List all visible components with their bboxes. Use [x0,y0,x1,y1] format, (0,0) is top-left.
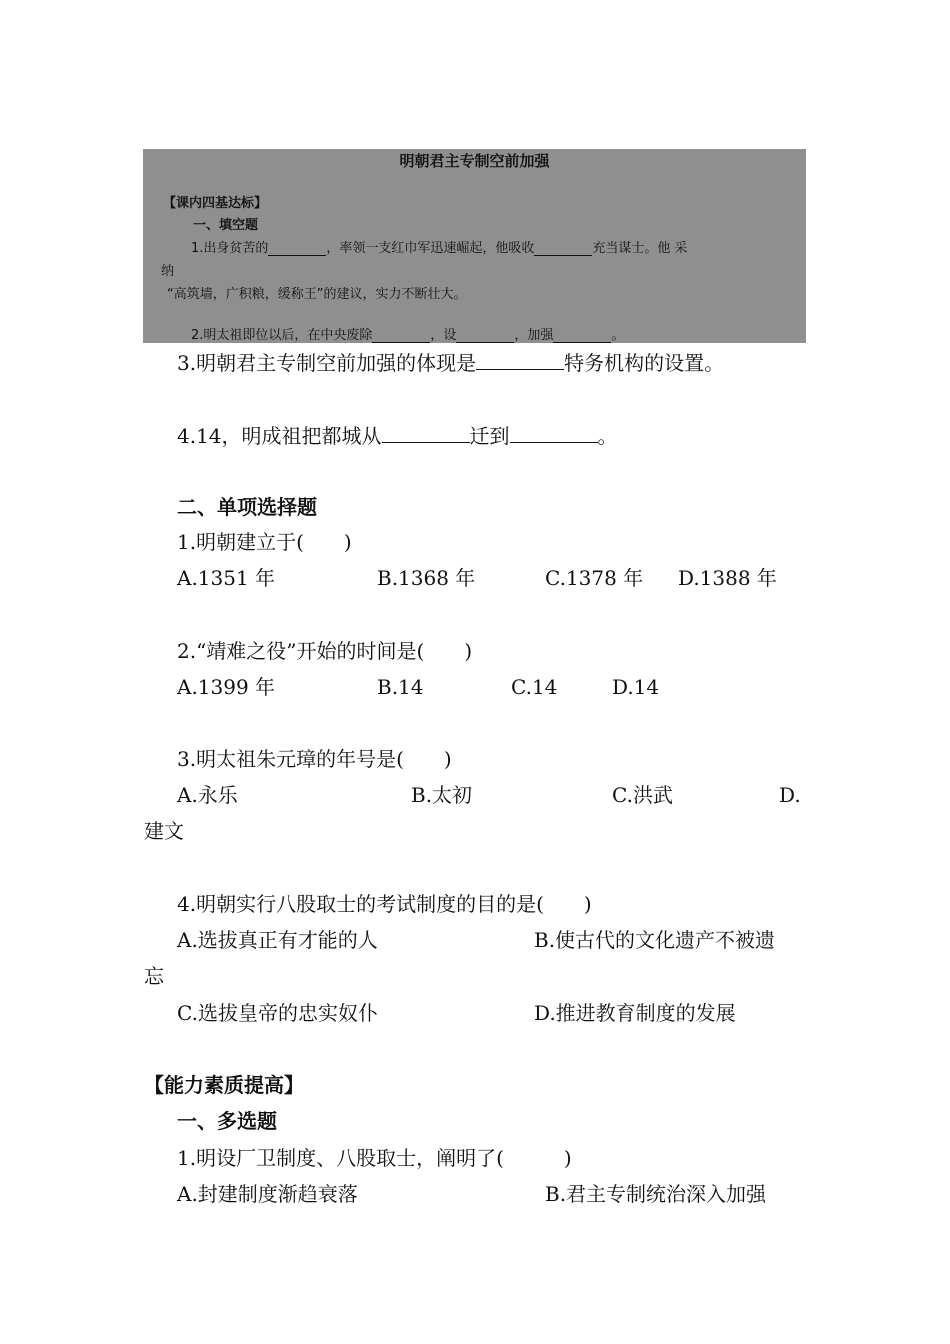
q4-option-b-wrap: 忘 [144,964,164,988]
excerpt-line-1-wrap: 纳 [161,264,175,279]
q1-option-d: D.1388 年 [678,566,777,590]
single-question-3: 3.明太祖朱元璋的年号是( ) [177,747,452,771]
multi-question-1: 1.明设厂卫制度、八股取士，阐明了( ) [177,1146,572,1170]
blank [382,422,470,443]
scanned-excerpt-image [143,149,806,343]
q4-option-b: B.使古代的文化遗产不被遗 [534,928,776,952]
excerpt-title: 明朝君主专制空前加强 [399,152,550,170]
excerpt-section-head: 【课内四基达标】 [163,196,268,211]
multi-q1-option-b: B.君主专制统治深入加强 [545,1182,767,1206]
q4-option-c: C.选拔皇帝的忠实奴仆 [177,1001,378,1025]
q2-option-c: C.14 [511,675,558,699]
multiple-choice-heading: 一、多选题 [177,1109,277,1133]
single-question-4: 4.明朝实行八股取士的考试制度的目的是( ) [177,892,592,916]
fill-question-3: 3.明朝君主专制空前加强的体现是 特务机构的设置。 [177,351,725,375]
blank [553,329,611,343]
q3-option-a: A.永乐 [177,783,238,807]
q3-option-b: B.太初 [411,783,473,807]
excerpt-line-2: “高筑墙，广积粮，缓称王”的建议，实力不断壮大。 [167,287,467,302]
blank [456,329,514,343]
q1-option-b: B.1368 年 [377,566,476,590]
q3-option-d-wrap: 建文 [144,819,184,843]
single-question-1: 1.明朝建立于( ) [177,530,352,554]
q1-option-a: A.1351 年 [177,566,276,590]
excerpt-line-1: 1.出身贫苦的 ，率领一支红巾军迅速崛起，他吸收 充当谋士。他 采 [191,241,688,256]
q3-option-d: D. [779,783,801,807]
single-question-2: 2.“靖难之役”开始的时间是( ) [177,639,473,663]
single-choice-heading: 二、单项选择题 [177,495,317,519]
ability-heading: 【能力素质提高】 [144,1073,304,1097]
q1-option-c: C.1378 年 [545,566,644,590]
q2-option-a: A.1399 年 [177,675,276,699]
blank [476,349,564,370]
q2-option-d: D.14 [612,675,660,699]
q4-option-d: D.推进教育制度的发展 [534,1001,736,1025]
q3-option-c: C.洪武 [612,783,673,807]
q4-option-a: A.选拔真正有才能的人 [177,928,378,952]
fill-question-4: 4.14，明成祖把都城从 迁到 。 [177,424,618,448]
blank [268,242,326,256]
q2-option-b: B.14 [377,675,424,699]
blank [372,329,430,343]
multi-q1-option-a: A.封建制度渐趋衰落 [177,1182,358,1206]
blank [534,242,592,256]
blank [510,422,598,443]
excerpt-sub-head: 一、填空题 [193,218,259,233]
excerpt-line-3: 2.明太祖即位以后，在中央废除 ，设 ，加强 。 [191,328,625,343]
